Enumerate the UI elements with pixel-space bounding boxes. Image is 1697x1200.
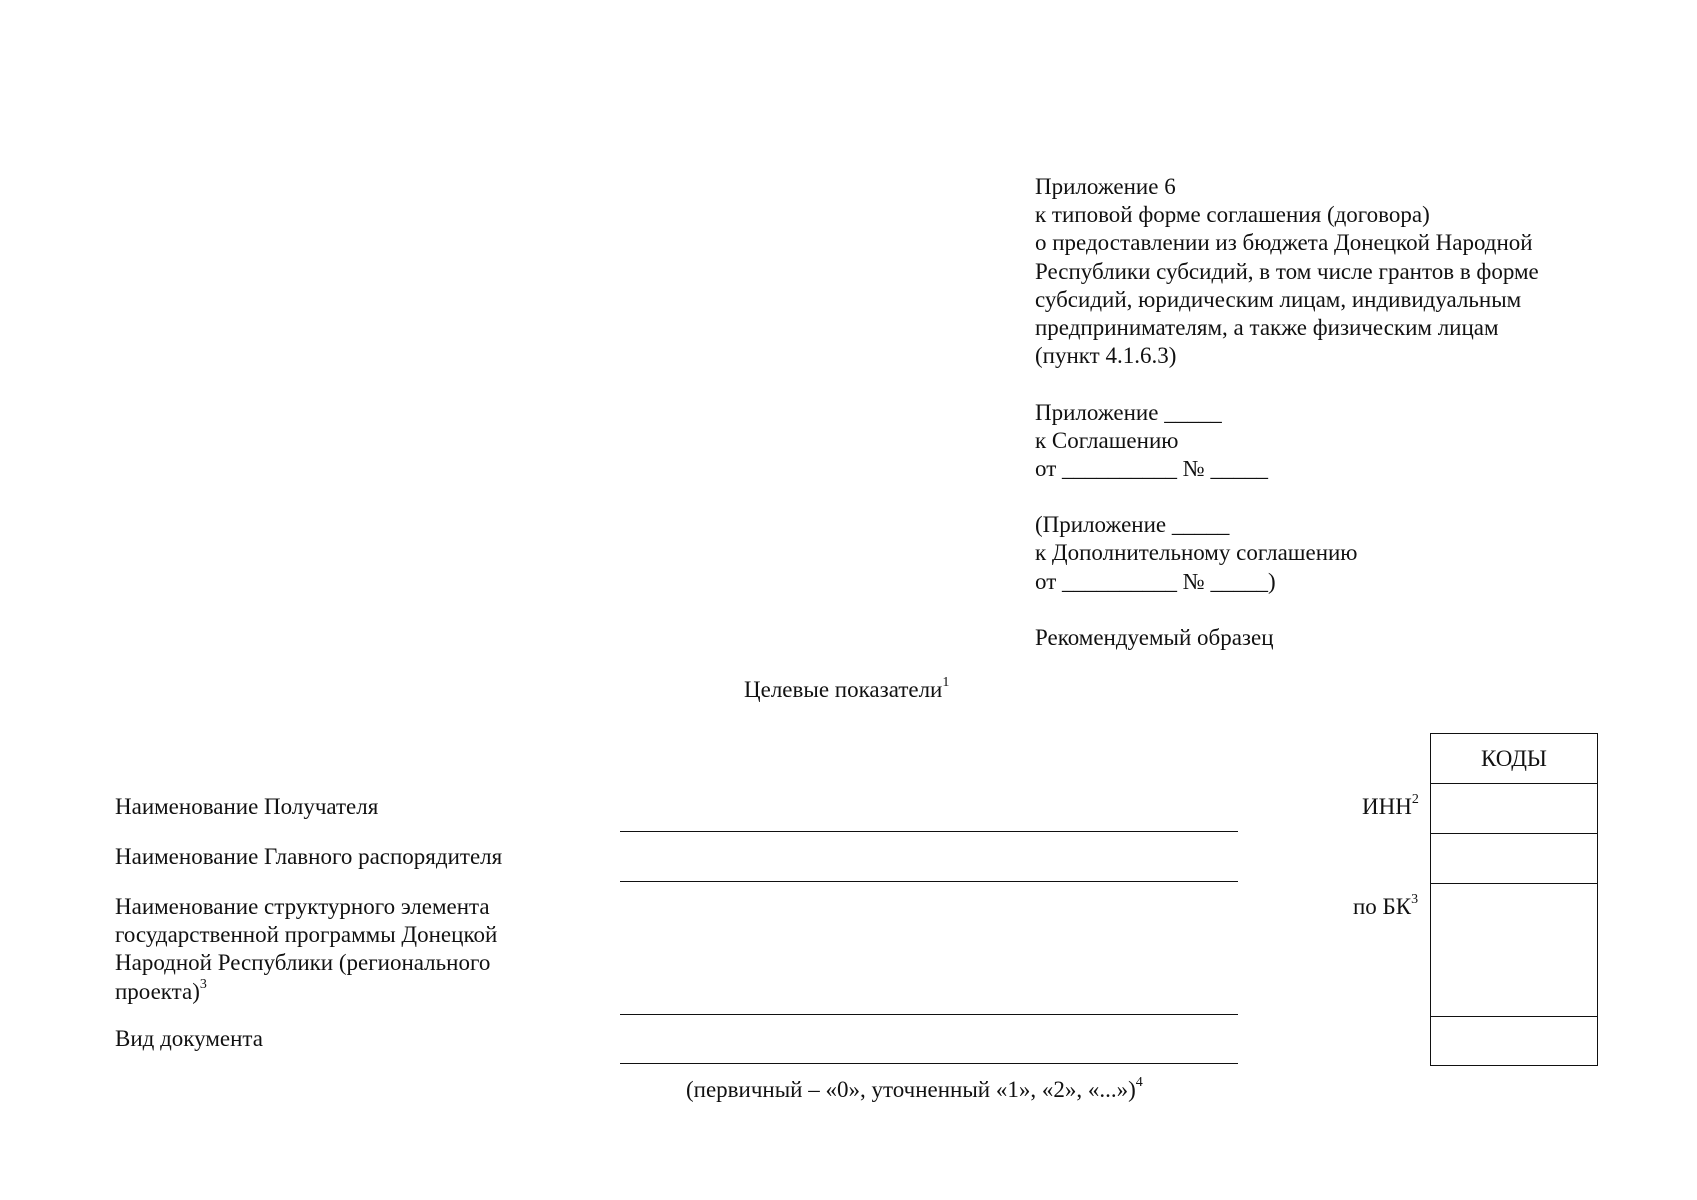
structural-element-line: Народной Республики (регионального xyxy=(115,950,491,976)
bk-code-cell[interactable] xyxy=(1431,884,1597,1017)
header-line: Республики субсидий, в том числе грантов в форме xyxy=(1035,258,1539,284)
recipient-label: Наименование Получателя xyxy=(115,794,379,819)
footnote-ref: 1 xyxy=(942,675,950,691)
header-line: (пункт 4.1.6.3) xyxy=(1035,343,1177,369)
structural-element-line: государственной программы Донецкой xyxy=(115,922,498,948)
doc-type-hint xyxy=(686,1076,1143,1104)
agreement-line: к Соглашению xyxy=(1035,427,1179,453)
main-manager-label: Наименование Главного распорядителя xyxy=(115,844,503,869)
additional-agreement-line: к Дополнительному соглашению xyxy=(1035,540,1358,566)
page-title xyxy=(744,676,949,704)
doc-type-field-line[interactable] xyxy=(620,1063,1238,1064)
inn-label-text: ИНН xyxy=(1362,794,1412,819)
structural-element-label xyxy=(115,893,497,1006)
header-line: к типовой форме соглашения (договора) xyxy=(1035,202,1430,228)
header-line: субсидий, юридическим лицам, индивидуальным xyxy=(1035,286,1522,312)
codes-header: КОДЫ xyxy=(1431,734,1597,784)
doc-type-hint-text: (первичный – «0», уточненный «1», «2», «...») xyxy=(686,1077,1136,1102)
sample-label: Рекомендуемый образец xyxy=(1035,625,1274,650)
page-title-text: Целевые показатели xyxy=(744,677,943,702)
footnote-ref: 2 xyxy=(1411,792,1419,808)
main-manager-field-line[interactable] xyxy=(620,881,1238,882)
structural-element-line: Наименование структурного элемента xyxy=(115,894,490,919)
recipient-field-line[interactable] xyxy=(620,831,1238,832)
footnote-ref: 4 xyxy=(1135,1075,1143,1091)
doc-type-code-cell[interactable] xyxy=(1431,1017,1597,1065)
bk-label xyxy=(1353,893,1418,921)
structural-element-line: проекта) xyxy=(115,978,200,1004)
bk-label-text: по БК xyxy=(1353,894,1412,919)
inn-label xyxy=(1362,793,1419,821)
appendix-header xyxy=(1035,173,1539,652)
header-line: предпринимателям, а также физическим лицам xyxy=(1035,314,1499,340)
structural-element-field-line[interactable] xyxy=(620,1014,1238,1015)
manager-code-cell[interactable] xyxy=(1431,834,1597,884)
footnote-ref: 3 xyxy=(1411,892,1419,908)
additional-agreement-line: (Приложение _____ xyxy=(1035,512,1230,538)
codes-table xyxy=(1430,733,1598,1066)
agreement-line: Приложение _____ xyxy=(1035,399,1222,425)
additional-agreement-line: от __________ № _____) xyxy=(1035,568,1276,594)
footnote-ref: 3 xyxy=(199,976,207,992)
doc-type-label: Вид документа xyxy=(115,1026,263,1051)
header-line: Приложение 6 xyxy=(1035,174,1176,199)
header-line: о предоставлении из бюджета Донецкой Народной xyxy=(1035,230,1533,256)
agreement-line: от __________ № _____ xyxy=(1035,455,1268,481)
inn-code-cell[interactable] xyxy=(1431,784,1597,834)
